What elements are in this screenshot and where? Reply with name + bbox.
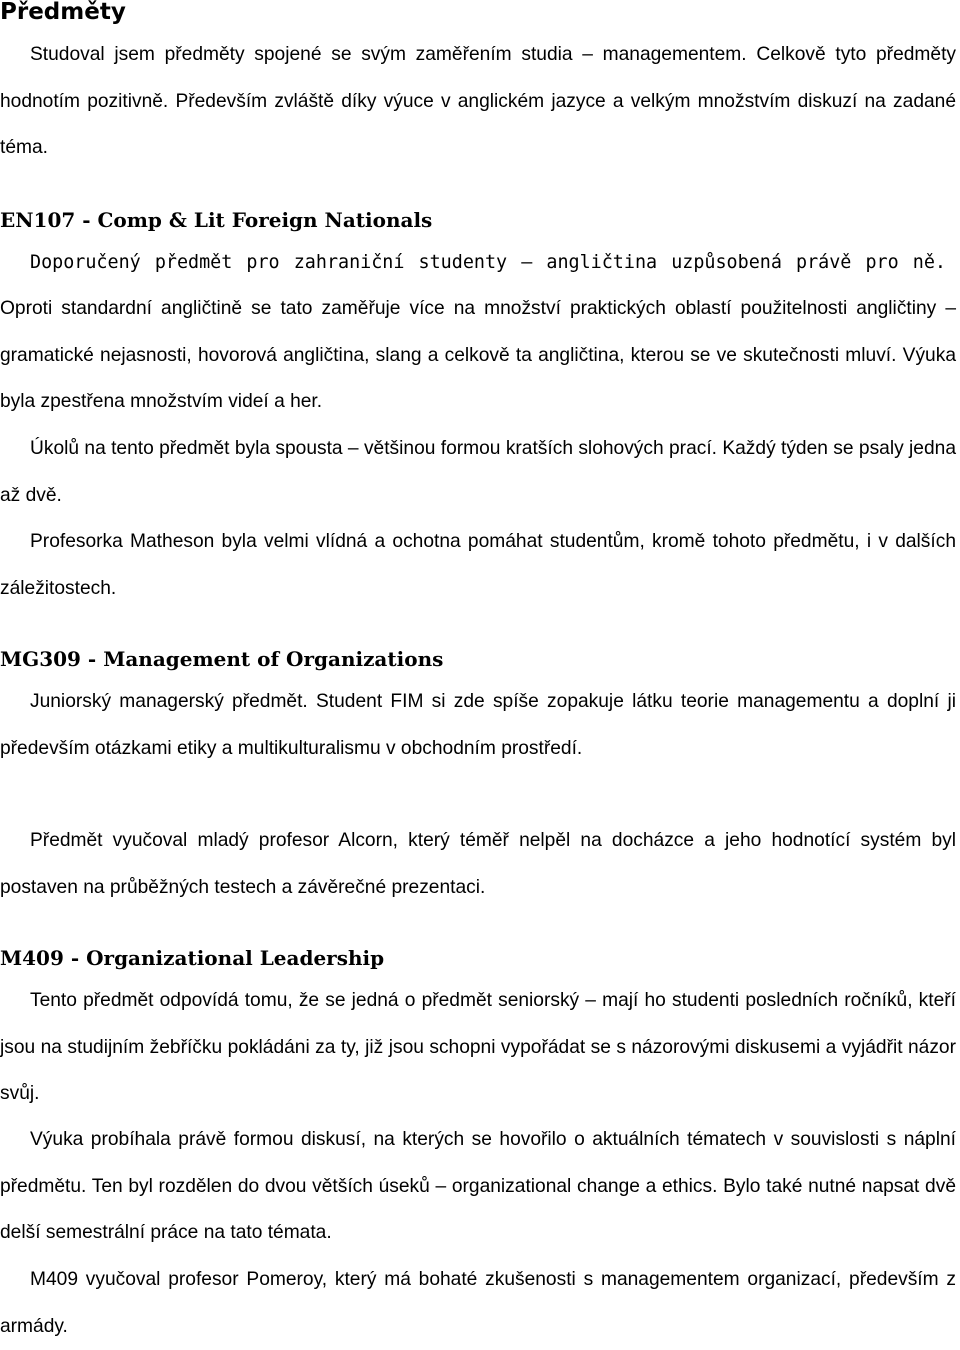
course-paragraph: Profesorka Matheson byla velmi vlídná a ochotna pomáhat studentům, kromě tohoto předmětu, i v dalších záležitostech. [0,531,956,599]
course-paragraph: Doporučený předmět pro zahraniční studenty – angličtina uzpůsobená právě pro ně. [30,252,946,273]
course-paragraph: Výuka probíhala právě formou diskusí, na kterých se hovořilo o aktuálních tématech v souvislosti s náplní předmětu. Ten byl rozdělen do dvou větších úseků – organizational change a ethics. Bylo také nutné napsat dvě delší semestrální práce na tato témata. [0,1129,956,1244]
course-paragraph: Úkolů na tento předmět byla spousta – většinou formou kratších slohových prací. Každý týden se psaly jedna až dvě. [0,438,956,506]
course-title-en107: EN107 - Comp & Lit Foreign Nationals [0,208,433,232]
page-title: Předměty [0,0,126,25]
course-paragraph: Oproti standardní angličtině se tato zaměřuje více na množství praktických oblastí použitelnosti angličtiny – gramatické nejasnosti, hovorová angličtina, slang a celkově ta angličtina, kterou se ve skutečnosti mluví. Výuka byla zpestřena množstvím videí a her. [0,298,956,413]
course-paragraph: Tento předmět odpovídá tomu, že se jedná o předmět seniorský – mají ho studenti posledních ročníků, kteří jsou na studijním žebříčku pokládáni za ty, již jsou schopni vypořádat se s názorovými diskusemi a vyjádřit názor svůj. [0,990,956,1105]
course-paragraph: M409 vyučoval profesor Pomeroy, který má bohaté zkušenosti s managementem organizací, především z armády. [0,1269,956,1337]
course-title-m409: M409 - Organizational Leadership [0,946,385,970]
course-title-mg309: MG309 - Management of Organizations [0,647,444,671]
intro-paragraph: Studoval jsem předměty spojené se svým zaměřením studia – managementem. Celkově tyto předměty hodnotím pozitivně. Především zvláště díky výuce v anglickém jazyce a velkým množstvím diskuzí na zadané téma. [0,44,956,159]
course-paragraph: Předmět vyučoval mladý profesor Alcorn, který téměř nelpěl na docházce a jeho hodnotící systém byl postaven na průběžných testech a závěrečné prezentaci. [0,830,956,898]
course-paragraph: Juniorský managerský předmět. Student FIM si zde spíše zopakuje látku teorie managementu a doplní ji především otázkami etiky a multikulturalismu v obchodním prostředí. [0,691,956,759]
